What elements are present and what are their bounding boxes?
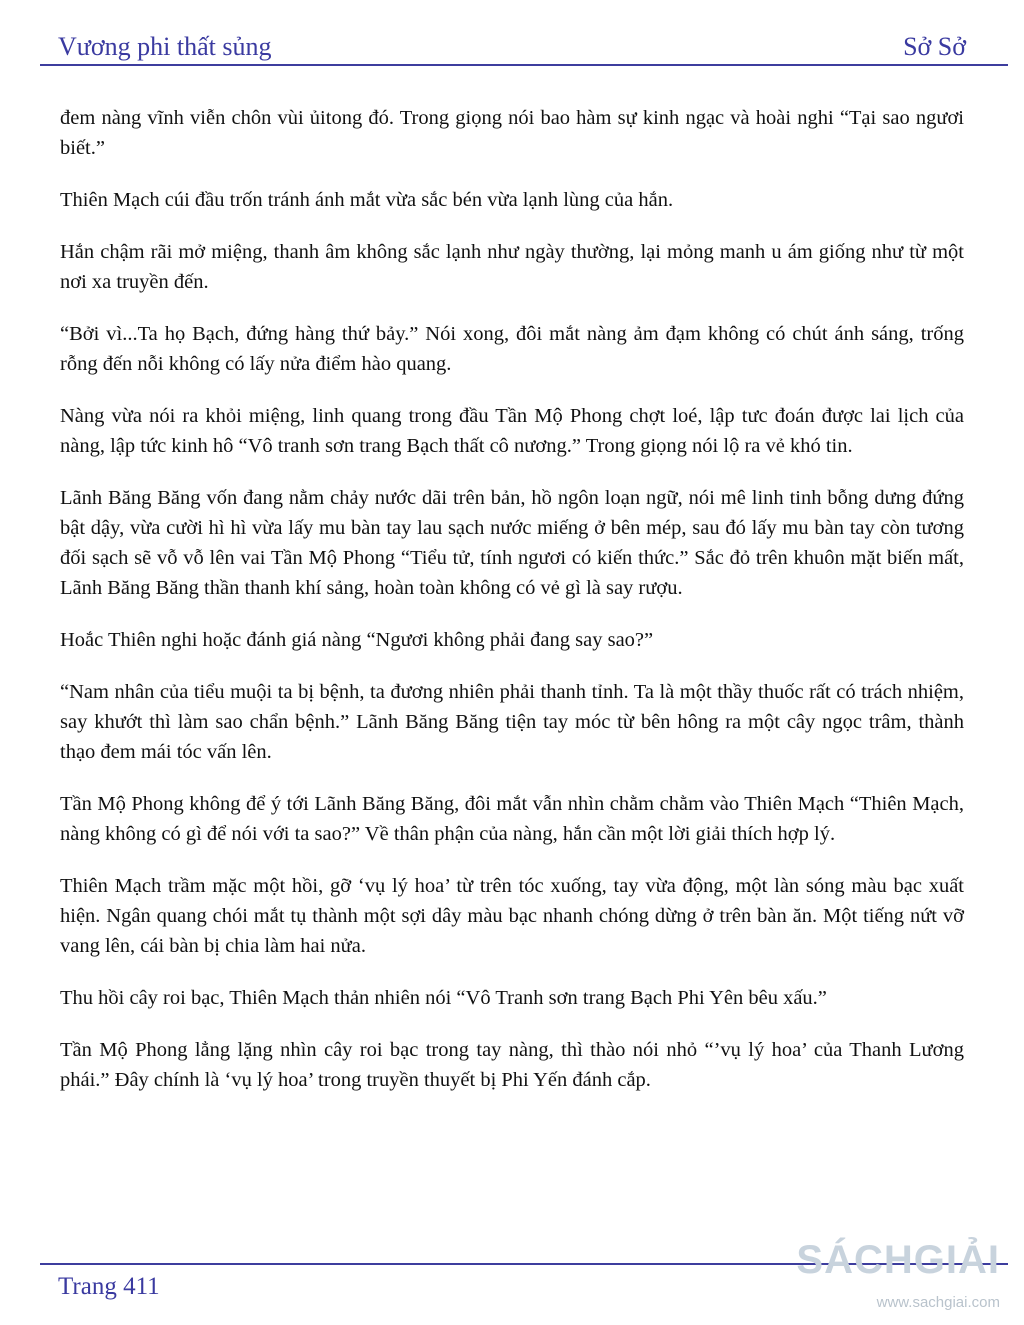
book-title: Vương phi thất sủng: [58, 32, 272, 61]
paragraph: Tần Mộ Phong không để ý tới Lãnh Băng Băng, đôi mắt vẫn nhìn chằm chằm vào Thiên Mạch “Thiên Mạch, nàng không có gì để nói với ta sao?” Về thân phận của nàng, hắn cần một lời giải thích hợp lý.: [60, 793, 964, 845]
paragraph: Thu hồi cây roi bạc, Thiên Mạch thản nhiên nói “Vô Tranh sơn trang Bạch Phi Yên bêu xấu.”: [60, 987, 827, 1009]
page-body: [60, 103, 964, 1117]
watermark-url: www.sachgiai.com: [876, 1294, 1000, 1311]
paragraph: Hắn chậm rãi mở miệng, thanh âm không sắc lạnh như ngày thường, lại mỏng manh u ám giống như từ một nơi xa truyền đến.: [60, 241, 964, 293]
paragraph: “Nam nhân của tiểu muội ta bị bệnh, ta đương nhiên phải thanh tỉnh. Ta là một thầy thuốc rất có trách nhiệm, say khướt thì làm sao chẩn bệnh.” Lãnh Băng Băng tiện tay móc từ bên hông ra một cây ngọc trâm, thành thạo đem mái tóc vấn lên.: [60, 681, 964, 763]
paragraph: Thiên Mạch cúi đầu trốn tránh ánh mắt vừa sắc bén vừa lạnh lùng của hắn.: [60, 189, 674, 211]
paragraph: Nàng vừa nói ra khỏi miệng, linh quang trong đầu Tần Mộ Phong chợt loé, lập tưc đoán được lai lịch của nàng, lập tức kinh hô “Vô tranh sơn trang Bạch thất cô nương.” Trong giọng nói lộ ra vẻ khó tin.: [60, 405, 964, 457]
paragraph: đem nàng vĩnh viễn chôn vùi ủitong đó. Trong giọng nói bao hàm sự kinh ngạc và hoài nghi “Tại sao ngươi biết.”: [60, 107, 964, 159]
paragraph: Lãnh Băng Băng vốn đang nằm chảy nước dãi trên bản, hồ ngôn loạn ngữ, nói mê linh tinh bỗng dưng đứng bật dậy, vừa cười hì hì vừa lấy mu bàn tay lau sạch nước miếng ở bên mép, sau đó lấy mu bàn tay còn tương đối sạch sẽ vỗ vỗ lên vai Tần Mộ Phong “Tiểu tử, tính ngươi có kiến thức.” Sắc đỏ trên khuôn mặt biến mất, Lãnh Băng Băng thần thanh khí sảng, hoàn toàn không có vẻ gì là say rượu.: [60, 487, 964, 599]
watermark-logo: [796, 1230, 1020, 1320]
page-header: [58, 26, 966, 62]
watermark-brand: SÁCHGIẢI: [796, 1238, 1000, 1282]
paragraph: “Bởi vì...Ta họ Bạch, đứng hàng thứ bảy.” Nói xong, đôi mắt nàng ảm đạm không có chút ánh sáng, trống rỗng đến nỗi không có lấy nửa điểm hào quang.: [60, 323, 964, 375]
paragraph: Tần Mộ Phong lẳng lặng nhìn cây roi bạc trong tay nàng, thì thào nói nhỏ “’vụ lý hoa’ của Thanh Lương phái.” Đây chính là ‘vụ lý hoa’ trong truyền thuyết bị Phi Yến đánh cắp.: [60, 1039, 964, 1091]
author-name: Sở Sở: [903, 32, 966, 61]
page-number: Trang 411: [58, 1273, 160, 1300]
paragraph: Thiên Mạch trầm mặc một hồi, gỡ ‘vụ lý hoa’ từ trên tóc xuống, tay vừa động, một làn sóng màu bạc xuất hiện. Ngân quang chói mắt tụ thành một sợi dây màu bạc nhanh chóng dừng ở trên bàn ăn. Một tiếng nứt vỡ vang lên, cái bàn bị chia làm hai nửa.: [60, 875, 964, 957]
header-divider: [40, 64, 1008, 66]
paragraph: Hoắc Thiên nghi hoặc đánh giá nàng “Ngươi không phải đang say sao?”: [60, 629, 654, 651]
